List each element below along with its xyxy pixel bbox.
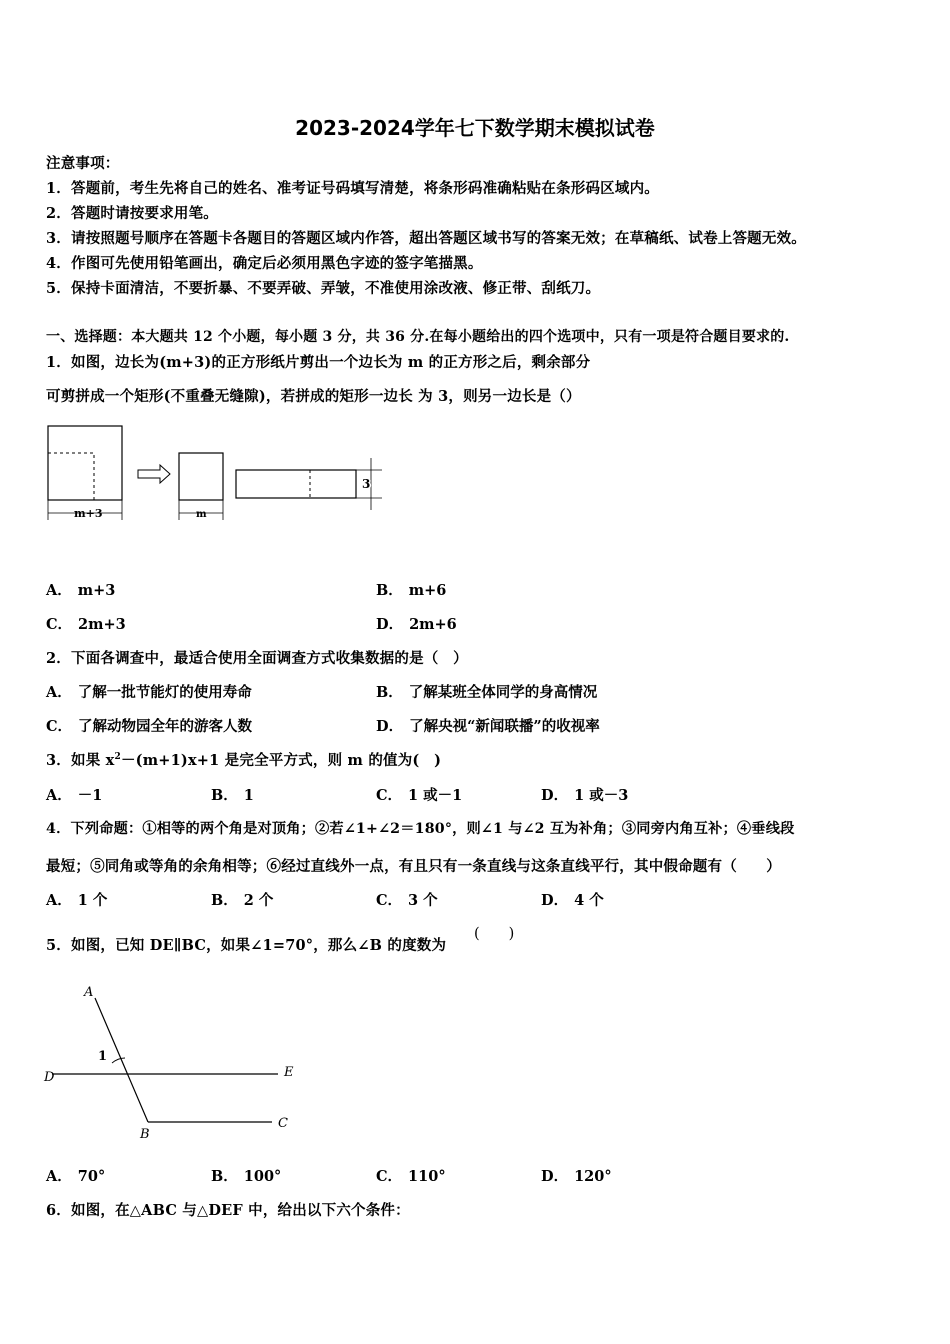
option-letter: A． xyxy=(46,892,72,909)
option-text: 1 或－3 xyxy=(574,787,629,804)
option-letter: D． xyxy=(541,892,569,909)
option-letter: C． xyxy=(46,718,73,735)
q4-option-a[interactable] xyxy=(46,889,107,910)
option-text: 2 个 xyxy=(243,892,274,909)
option-letter: C． xyxy=(46,616,73,633)
option-letter: D． xyxy=(541,787,569,804)
q2-option-a[interactable] xyxy=(46,681,252,702)
q5-answer-paren: ( ) xyxy=(474,926,515,942)
q2-option-d[interactable] xyxy=(376,715,600,736)
option-text: 3 个 xyxy=(408,892,438,909)
q5-figure xyxy=(40,978,310,1148)
q4-stem-line2: 最短；⑤同角或等角的余角相等；⑥经过直线外一点，有且只有一条直线与这条直线平行，其中假命题有（ ） xyxy=(46,858,781,875)
q3-stem xyxy=(46,749,441,770)
notice-item: 2．答题时请按要求用笔。 xyxy=(46,205,218,222)
option-letter: C． xyxy=(376,892,403,909)
q1-stem-line1: 1．如图，边长为(m+3)的正方形纸片剪出一个边长为 m 的正方形之后，剩余部分 xyxy=(46,354,591,371)
option-text: －1 xyxy=(77,787,103,804)
q1-option-d[interactable] xyxy=(376,613,457,634)
option-letter: A． xyxy=(46,787,72,804)
option-text: 了解一批节能灯的使用寿命 xyxy=(77,684,252,701)
point-a-label: A xyxy=(84,985,94,1000)
q2-stem: 2．下面各调查中，最适合使用全面调查方式收集数据的是（ ） xyxy=(46,650,468,667)
option-text: 1 或－1 xyxy=(408,787,463,804)
option-letter: B． xyxy=(211,787,238,804)
q3-option-d[interactable] xyxy=(541,784,628,805)
option-text: 120° xyxy=(574,1168,612,1185)
option-letter: C． xyxy=(376,1168,403,1185)
q4-option-b[interactable] xyxy=(211,889,273,910)
option-text: 了解央视“新闻联播”的收视率 xyxy=(409,718,600,735)
option-letter: A． xyxy=(46,1168,72,1185)
option-letter: D． xyxy=(376,616,404,633)
option-text: 70° xyxy=(77,1168,106,1185)
exam-title: 2023-2024学年七下数学期末模拟试卷 xyxy=(295,116,655,140)
option-letter: C． xyxy=(376,787,403,804)
label-m: m xyxy=(196,509,207,520)
q1-option-a[interactable] xyxy=(46,579,115,600)
big-square xyxy=(48,426,122,500)
q5-option-b[interactable] xyxy=(211,1165,281,1186)
q1-stem-line2: 可剪拼成一个矩形(不重叠无缝隙)，若拼成的矩形一边长 为 3，则另一边长是（） xyxy=(46,388,581,405)
angle-1-label: 1 xyxy=(98,1049,108,1064)
point-c-label: C xyxy=(278,1116,288,1131)
point-e-label: E xyxy=(284,1065,294,1080)
notice-item: 5．保持卡面清洁，不要折暴、不要弄破、弄皱，不准使用涂改液、修正带、刮纸刀。 xyxy=(46,280,601,297)
q5-option-a[interactable] xyxy=(46,1165,105,1186)
q3-option-c[interactable] xyxy=(376,784,462,805)
option-letter: D． xyxy=(376,718,404,735)
option-text: m+3 xyxy=(77,582,116,599)
q2-option-b[interactable] xyxy=(376,681,597,702)
small-square xyxy=(179,453,223,500)
option-text: 1 xyxy=(243,787,254,804)
q5-option-c[interactable] xyxy=(376,1165,446,1186)
notice-item: 1．答题前，考生先将自己的姓名、准考证号码填写清楚，将条形码准确粘贴在条形码区域内。 xyxy=(46,180,659,197)
notice-item: 3．请按照题号顺序在答题卡各题目的答题区域内作答，超出答题区域书写的答案无效；在草稿纸、试卷上答题无效。 xyxy=(46,230,806,247)
q3-exponent: 2 xyxy=(114,752,121,763)
q1-figure xyxy=(44,420,389,530)
q1-option-c[interactable] xyxy=(46,613,126,634)
option-letter: D． xyxy=(541,1168,569,1185)
q3-option-a[interactable] xyxy=(46,784,102,805)
notice-heading: 注意事项： xyxy=(46,155,120,172)
q1-option-b[interactable] xyxy=(376,579,446,600)
q2-option-c[interactable] xyxy=(46,715,252,736)
q4-option-d[interactable] xyxy=(541,889,604,910)
option-text: 2m+3 xyxy=(78,616,126,633)
section-heading: 一、选择题：本大题共 12 个小题，每小题 3 分，共 36 分.在每小题给出的四个选项中，只有一项是符合题目要求的. xyxy=(46,329,790,345)
option-letter: B． xyxy=(211,1168,238,1185)
label-m-plus-3: m+3 xyxy=(74,507,103,520)
option-text: 了解某班全体同学的身高情况 xyxy=(408,684,598,701)
option-text: 2m+6 xyxy=(409,616,457,633)
q3-stem-post: －(m+1)x+1 是完全平方式，则 m 的值为( ) xyxy=(120,752,442,769)
result-rectangle xyxy=(236,470,356,498)
label-3: 3 xyxy=(362,477,371,491)
option-letter: B． xyxy=(376,684,403,701)
q3-stem-pre: 3．如果 x xyxy=(46,752,115,769)
option-text: 100° xyxy=(243,1168,282,1185)
option-text: 4 个 xyxy=(574,892,604,909)
option-text: 了解动物园全年的游客人数 xyxy=(78,718,253,735)
point-d-label: D xyxy=(44,1070,55,1085)
option-text: 1 个 xyxy=(77,892,108,909)
point-b-label: B xyxy=(140,1127,150,1142)
notice-item: 4．作图可先使用铅笔画出，确定后必须用黑色字迹的签字笔描黑。 xyxy=(46,255,483,272)
q5-stem: 5．如图，已知 DE∥BC，如果∠1=70°，那么∠B 的度数为 xyxy=(46,937,447,954)
option-letter: B． xyxy=(376,582,403,599)
q4-stem-line1: 4．下列命题：①相等的两个角是对顶角；②若∠1+∠2＝180°，则∠1 与∠2 互为补角；③同旁内角互补；④垂线段 xyxy=(46,821,795,837)
option-letter: B． xyxy=(211,892,238,909)
q3-option-b[interactable] xyxy=(211,784,254,805)
q6-stem: 6．如图，在△ABC 与△DEF 中，给出以下六个条件： xyxy=(46,1202,410,1219)
option-letter: A． xyxy=(46,684,72,701)
option-text: 110° xyxy=(408,1168,446,1185)
option-letter: A． xyxy=(46,582,72,599)
arrow-right-icon xyxy=(138,465,170,483)
option-text: m+6 xyxy=(408,582,447,599)
q4-option-c[interactable] xyxy=(376,889,438,910)
q5-option-d[interactable] xyxy=(541,1165,612,1186)
cut-line xyxy=(48,453,94,500)
